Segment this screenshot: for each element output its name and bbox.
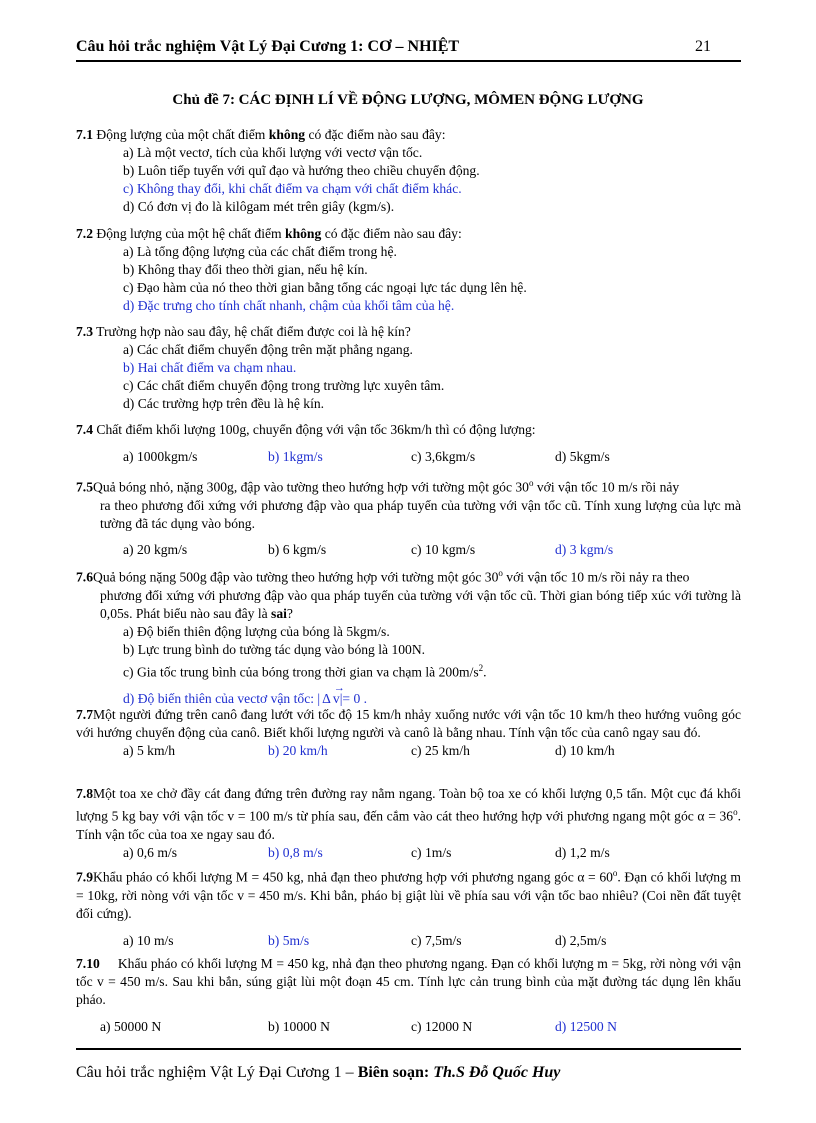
- header-title: Câu hỏi trắc nghiệm Vật Lý Đại Cương 1: CƠ – NHIỆT: [76, 38, 460, 55]
- option-b-correct: b) 1kgm/s: [268, 449, 323, 464]
- question-stem: 7.2 Động lượng của một hệ chất điểm không có đặc điểm nào sau đây:: [76, 226, 462, 241]
- question-number: 7.1: [76, 127, 93, 142]
- question-7-7: [76, 706, 741, 760]
- question-number: 7.7: [76, 707, 93, 722]
- question-number: 7.3: [76, 324, 93, 339]
- question-number: 7.5: [76, 479, 93, 495]
- option-a: a) Là tổng động lượng của các chất điểm trong hệ.: [123, 244, 397, 259]
- option-row: [76, 1018, 741, 1036]
- question-stem: 7.1 Động lượng của một chất điểm không có đặc điểm nào sau đây:: [76, 127, 446, 142]
- question-7-2: [76, 225, 741, 315]
- question-7-9: [76, 864, 741, 950]
- question-7-3: [76, 323, 741, 413]
- question-7-1: [76, 126, 741, 216]
- question-stem: 7.9Khẩu pháo có khối lượng M = 450 kg, nhả đạn theo phương hợp với phương ngang góc $\alpha = 60^o$. Đạn có khối lượng m = 10kg, rời nòng với vận tốc v = 450 m/s. Khi bắn, pháo bị giật lùi về phía sau với vận tốc bao nhiêu? (Coi nền đất tuyệt đối cứng).: [76, 868, 741, 921]
- option-b: b) Không thay đổi theo thời gian, nếu hệ kín.: [123, 262, 368, 277]
- option-b: b) Luôn tiếp tuyến với quĩ đạo và hướng theo chiều chuyển động.: [123, 163, 480, 178]
- option-c: c) Các chất điểm chuyển động trong trường lực xuyên tâm.: [123, 378, 445, 393]
- question-7-5: [76, 474, 741, 559]
- option-d-correct: d) Độ biến thiên của vectơ vận tốc: | Δ → v|= 0 .: [76, 690, 741, 708]
- option-row: [76, 541, 741, 559]
- option-a: a) Độ biến thiên động lượng của bóng là 5kgm/s.: [123, 623, 390, 639]
- question-number: 7.9: [76, 869, 93, 885]
- option-a: a) 20 kgm/s: [123, 541, 188, 557]
- running-header: [76, 38, 741, 60]
- option-row: [76, 742, 741, 760]
- option-d: d) 5kgm/s: [555, 449, 610, 464]
- option-d-correct: d) 3 kgm/s: [555, 541, 614, 557]
- option-d-correct: d) 12500 N: [555, 1019, 617, 1034]
- question-7-8: [76, 785, 741, 862]
- option-b-correct: b) 5m/s: [268, 932, 310, 948]
- option-d: d) 10 km/h: [555, 743, 615, 758]
- option-d-correct: d) Đặc trưng cho tính chất nhanh, chậm của khối tâm của hệ.: [123, 298, 455, 313]
- question-number: 7.8: [76, 786, 93, 801]
- option-c: c) 25 km/h: [411, 743, 470, 758]
- option-a: a) 50000 N: [100, 1019, 162, 1034]
- vector-v: → v: [333, 690, 340, 708]
- question-stem-continued: phương đối xứng với phương đập vào qua pháp tuyến của tường với vận tốc cũ. Thời gian bóng tiếp xúc với tường là 0,05s. Phát biểu nào sau đây là sai?: [100, 587, 741, 621]
- question-stem: 7.5Quả bóng nhỏ, nặng 300g, đập vào tường theo hướng hợp với tường một góc 30$^o$ với vận tốc 10 m/s rồi nảy: [76, 478, 680, 495]
- question-stem: 7.8Một toa xe chở đầy cát đang đứng trên đường ray nằm ngang. Toàn bộ toa xe có khối lượng 0,5 tấn. Một cục đá khối lượng 5 kg bay với vận tốc v = 100 m/s từ phía sau, đến cắm vào cát theo hướng hợp với phương ngang một góc $\alpha = 36^o$. Tính vận tốc của toa xe ngay sau đó.: [76, 786, 741, 842]
- option-c: c) 12000 N: [411, 1019, 473, 1034]
- option-row: [76, 448, 741, 466]
- option-a: a) 0,6 m/s: [123, 844, 177, 860]
- question-number: 7.6: [76, 569, 93, 585]
- option-a: a) Các chất điểm chuyển động trên mặt phẳng ngang.: [123, 342, 413, 357]
- question-stem: 7.4 Chất điểm khối lượng 100g, chuyển động với vận tốc 36km/h thì có động lượng:: [76, 422, 536, 437]
- question-stem: 7.7Một người đứng trên canô đang lướt với tốc độ 15 km/h nhảy xuống nước với vận tốc 10 km/h theo hướng vuông góc với hướng chuyển động của canô. Biết khối lượng người và canô là bằng nhau. Tính vận tốc của canô ngay sau đó.: [76, 707, 741, 740]
- option-c: c) 7,5m/s: [411, 932, 462, 948]
- option-d: d) 1,2 m/s: [555, 844, 610, 860]
- option-d: d) 2,5m/s: [555, 932, 607, 948]
- option-a: a) 5 km/h: [123, 743, 176, 758]
- option-c: c) Đạo hàm của nó theo thời gian bằng tổng các ngoại lực tác dụng lên hệ.: [123, 280, 527, 295]
- option-d: d) Các trường hợp trên đều là hệ kín.: [123, 396, 325, 411]
- question-stem: 7.3 Trường hợp nào sau đây, hệ chất điểm được coi là hệ kín?: [76, 324, 411, 339]
- question-7-4: [76, 421, 741, 466]
- question-7-6: [76, 564, 741, 708]
- question-number: 7.4: [76, 422, 93, 437]
- option-row: [76, 932, 741, 950]
- header-rule: [76, 60, 741, 62]
- option-row: [76, 844, 741, 862]
- option-c: c) 3,6kgm/s: [411, 449, 476, 464]
- option-b: b) 10000 N: [268, 1019, 330, 1034]
- footer-rule: [76, 1048, 741, 1050]
- option-b-correct: b) Hai chất điểm va chạm nhau.: [123, 360, 297, 375]
- question-number: 7.10: [76, 956, 100, 971]
- page-number: 21: [695, 38, 711, 55]
- question-7-10: [76, 955, 741, 1036]
- option-c: c) Gia tốc trung bình của bóng trong thời gian va chạm là $200m/s^2$.: [123, 662, 487, 680]
- option-b: b) 6 kgm/s: [268, 541, 327, 557]
- option-a: a) 10 m/s: [123, 932, 174, 948]
- option-c: c) 10 kgm/s: [411, 541, 476, 557]
- option-c-correct: c) Không thay đổi, khi chất điểm va chạm với chất điểm khác.: [123, 181, 462, 196]
- option-b-correct: b) 20 km/h: [268, 743, 328, 758]
- running-footer: Câu hỏi trắc nghiệm Vật Lý Đại Cương 1 – Biên soạn: Th.S Đỗ Quốc Huy: [76, 1064, 561, 1081]
- question-stem-continued: ra theo phương đối xứng với phương đập vào qua pháp tuyến của tường với vận tốc cũ. Tính xung lượng của lực mà tường đã tác dụng vào bóng.: [100, 497, 741, 531]
- option-a: a) 1000kgm/s: [123, 449, 198, 464]
- option-b: b) Lực trung bình do tường tác dụng vào bóng là 100N.: [123, 641, 426, 657]
- question-number: 7.2: [76, 226, 93, 241]
- question-stem: 7.10 Khẩu pháo có khối lượng M = 450 kg, nhả đạn theo phương ngang. Đạn có khối lượng m = 5kg, rời nòng với vận tốc v = 450 m/s. Sau khi bắn, súng giật lùi một đoạn 45 cm. Tính lực cản trung bình của mặt đường tác dụng lên khẩu pháo.: [76, 956, 741, 1007]
- option-d: d) Có đơn vị đo là kilôgam mét trên giây (kgm/s).: [123, 199, 395, 214]
- question-stem: 7.6Quả bóng nặng 500g đập vào tường theo hướng hợp với tường một góc 30$^o$ với vận tốc 10 m/s rồi nảy ra theo: [76, 568, 690, 585]
- option-a: a) Là một vectơ, tích của khối lượng với vectơ vận tốc.: [123, 145, 423, 160]
- option-b-correct: b) 0,8 m/s: [268, 844, 323, 860]
- option-c: c) 1m/s: [411, 844, 452, 860]
- chapter-title: Chủ đề 7: CÁC ĐỊNH LÍ VỀ ĐỘNG LƯỢNG, MÔMEN ĐỘNG LƯỢNG: [172, 92, 644, 108]
- vector-arrow-icon: →: [333, 682, 345, 695]
